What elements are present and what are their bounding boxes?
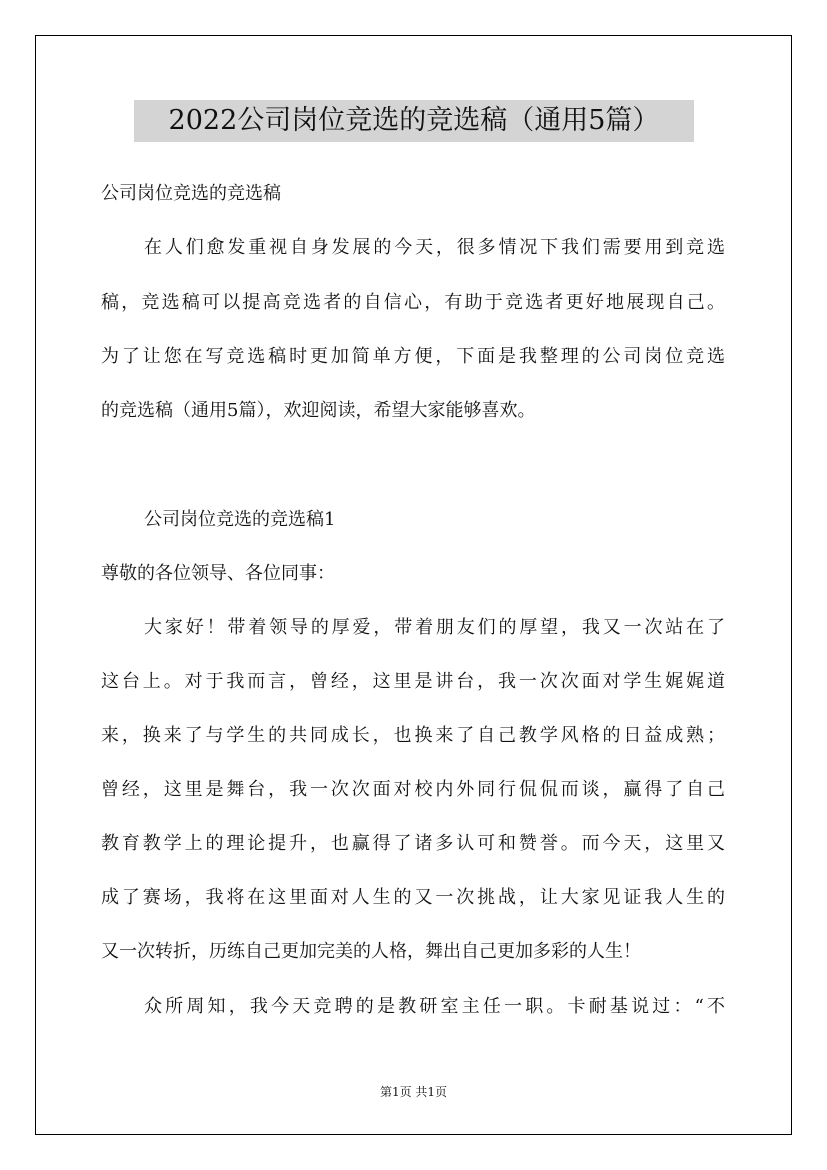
paragraph-line: 成了赛场，我将在这里面对人生的又一次挑战，让大家见证我人生的 xyxy=(101,887,725,908)
paragraph-line: 这台上。对于我而言，曾经，这里是讲台，我一次次面对学生娓娓道 xyxy=(101,671,725,692)
paragraph-line: 众所周知，我今天竞聘的是教研室主任一职。卡耐基说过：“不 xyxy=(144,996,725,1017)
page-number: 第1页 共1页 xyxy=(379,1085,448,1099)
intro-line: 的竞选稿（通用5篇），欢迎阅读，希望大家能够喜欢。 xyxy=(101,400,536,421)
paragraph-line: 又一次转折，历练自己更加完美的人格，舞出自己更加多彩的人生！ xyxy=(101,941,641,962)
paragraph-line: 曾经，这里是舞台，我一次次面对校内外同行侃侃而谈，赢得了自己 xyxy=(101,779,725,800)
document-title: 2022公司岗位竞选的竞选稿（通用5篇） xyxy=(134,100,694,142)
paragraph-line: 来，换来了与学生的共同成长，也换来了自己教学风格的日益成熟； xyxy=(101,725,725,746)
salutation: 尊敬的各位领导、各位同事： xyxy=(101,563,335,584)
paragraph-line: 大家好！带着领导的厚爱，带着朋友们的厚望，我又一次站在了 xyxy=(144,617,725,638)
section-heading: 公司岗位竞选的竞选稿1 xyxy=(144,509,336,530)
intro-line: 为了让您在写竞选稿时更加简单方便，下面是我整理的公司岗位竞选 xyxy=(101,346,725,367)
paragraph-line: 教育教学上的理论提升，也赢得了诸多认可和赞誉。而今天，这里又 xyxy=(101,833,725,854)
intro-line: 稿，竞选稿可以提高竞选者的自信心，有助于竞选者更好地展现自己。 xyxy=(101,292,725,313)
document-subtitle: 公司岗位竞选的竞选稿 xyxy=(101,183,281,204)
intro-line: 在人们愈发重视自身发展的今天，很多情况下我们需要用到竞选 xyxy=(144,237,725,258)
